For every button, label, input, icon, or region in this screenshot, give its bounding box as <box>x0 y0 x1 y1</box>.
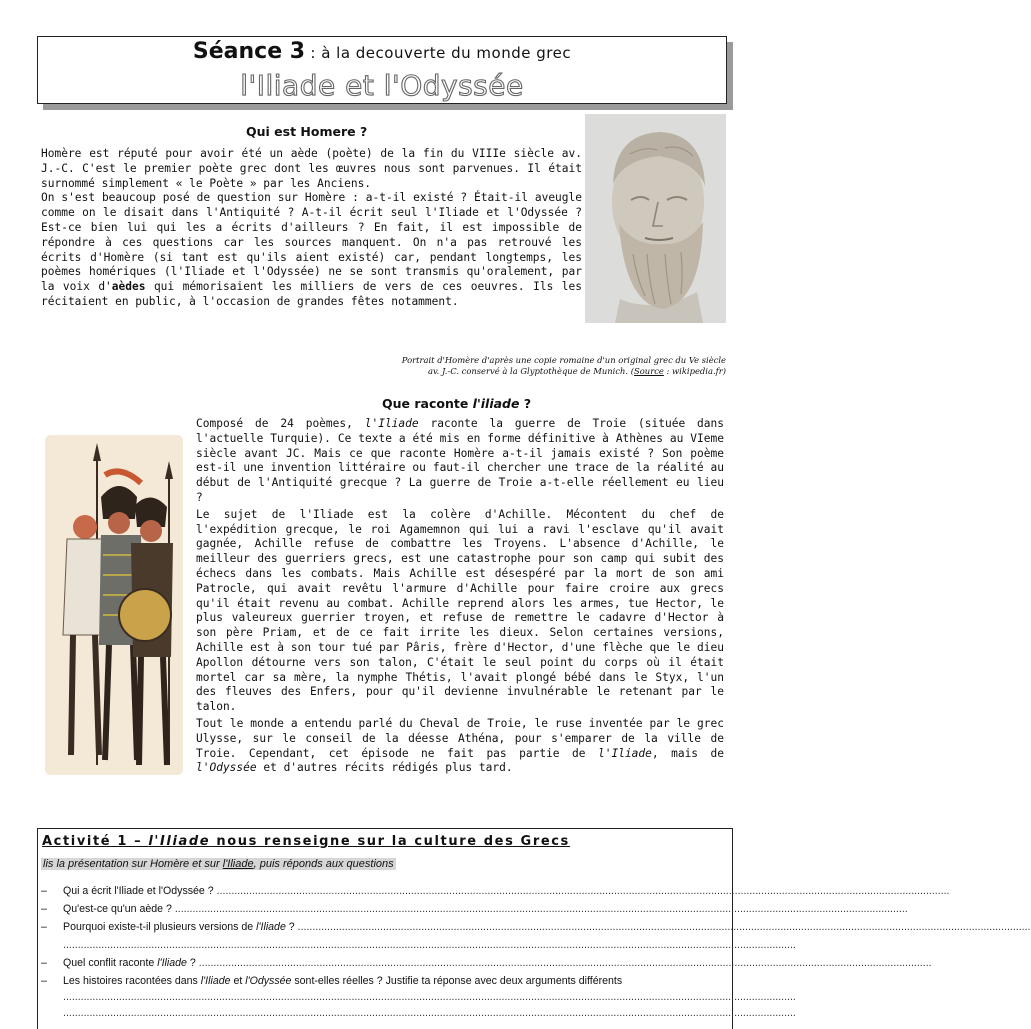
caption-line-2: av. J.-C. conservé à la Glyptothèque de Munich. (Source : wikipedia.fr) <box>427 366 726 376</box>
source-link[interactable]: Source <box>634 366 664 376</box>
image-caption <box>230 355 726 377</box>
answer-line[interactable]: ......................................................................................................................................................................................................................................................... <box>63 991 796 1003</box>
greek-warriors-image <box>45 435 183 775</box>
homer-bust-image <box>585 114 726 323</box>
activity-title: Activité 1 – l'Iliade nous renseigne sur la culture des Grecs <box>42 834 570 849</box>
question-4[interactable]: – Quel conflit raconte l'Iliade ? ......................................................................................................................................................................................................................................................... <box>41 957 932 969</box>
homer-paragraph-2: On s'est beaucoup posé de question sur Homère : a-t-il existé ? Était-il aveugle comme on le disait dans l'Antiquité ? A-t-il écrit seul l'Iliade et l'Odyssée ? Est-ce bien lui qui les a écrits d'ailleurs ? En fait, il est impossible de répondre à ces questions car les sources manquent. On n'a pas retrouvé les écrits d'Homère (si tant est qu'ils aient existé) car, pendant longtemps, les poèmes homériques (l'Iliade et l'Odyssée) ne se sont transmis qu'oralement, par la voix d'aèdes qui mémorisaient les milliers de vers de ces oeuvres. Ils les récitaient en public, à l'occasion de grandes fêtes notamment. <box>41 191 582 308</box>
homer-paragraph-1: Homère est réputé pour avoir été un aède (poète) de la fin du VIIIe siècle av. J.-C. C'est le premier poète grec dont les œuvres nous sont parvenues. Il était surnommé simplement « le Poète » par les Anciens. <box>41 147 582 190</box>
homer-text <box>41 147 582 310</box>
activity-box <box>37 828 1031 1029</box>
iliad-paragraph-2: Le sujet de l'Iliade est la colère d'Achille. Mécontent du chef de l'expédition grecque, le roi Agamemnon qui lui a ravi l'esclave qu'il avait gagnée, Achille refuse de combattre les Troyens. L'absence d'Achille, le meilleur des guerriers grecs, est une catastrophe pour son camp qui subit des échecs dans les combats. Mais Achille est désespéré par la mort de son ami Patrocle, qui avait revêtu l'armure d'Achille pour faire croire aux grecs qu'il était revenu au combat. Achille reprend alors les armes, tue Hector, le plus valeureux guerrier troyen, et refuse de remettre le cadavre d'Hector à son père Priam, et de ce fait irrite les dieux. Selon certaines versions, Achille est à son tour tué par Pâris, frère d'Hector, d'une flèche que le dieu Apollon détourne vers son talon, C'était le seul point du corps où il était mortel car sa mère, la nymphe Thétis, l'avait plongé bébé dans le Styx, l'un des fleuves des Enfers, pour qu'il devienne invulnérable le retenant par le talon. <box>196 507 724 714</box>
session-subtitle: : à la decouverte du monde grec <box>305 44 572 62</box>
answer-line[interactable]: ......................................................................................................................................................................................................................................................... <box>63 939 796 951</box>
caption-line-1: Portrait d'Homère d'après une copie romaine d'un original grec du Ve siècle <box>401 355 726 365</box>
session-number: Séance 3 <box>192 39 306 64</box>
heading-iliad-story: Que raconte l'iliade ? <box>382 396 532 411</box>
iliad-text <box>196 417 724 776</box>
title-box <box>37 36 727 104</box>
question-3[interactable]: – Pourquoi existe-t-il plusieurs versions de l'Iliade ? ......................................................................................................................................................................................................................................................... <box>41 921 1031 933</box>
question-2[interactable]: – Qu'est-ce qu'un aède ? ......................................................................................................................................................................................................................................................... <box>41 903 908 915</box>
page-title: l'Iliade et l'Odyssée <box>240 69 524 102</box>
question-1[interactable]: – Qui a écrit l'Iliade et l'Odyssée ? ......................................................................................................................................................................................................................................................... <box>41 885 950 897</box>
answer-line[interactable]: ......................................................................................................................................................................................................................................................... <box>63 1007 796 1019</box>
heading-who-is-homer: Qui est Homere ? <box>246 124 368 139</box>
title-line <box>38 39 726 64</box>
question-5[interactable]: – Les histoires racontées dans l'Iliade et l'Odyssée sont-elles réelles ? Justifie ta réponse avec deux arguments différents <box>41 975 623 987</box>
aedes-term: aèdes <box>111 280 146 294</box>
iliad-paragraph-1: Composé de 24 poèmes, l'Iliade raconte la guerre de Troie (située dans l'actuelle Turquie). Ce texte a été mis en forme définitive à Athènes au VIeme siècle avant JC. Mais ce que raconte Homère a-t-il jamais existé ? Son poème est-il une invention littéraire ou faut-il chercher une trace de la réalité au début de l'Antiquité grecque ? La guerre de Troie a-t-elle réellement eu lieu ? <box>196 417 724 504</box>
activity-instructions: lis la présentation sur Homère et sur l'Iliade, puis réponds aux questions <box>43 858 394 870</box>
iliad-paragraph-3: Tout le monde a entendu parlé du Cheval de Troie, le ruse inventée par le grec Ulysse, sur le conseil de la déesse Athéna, pour s'emparer de la ville de Troie. Cependant, cet épisode ne fait pas partie de l'Iliade, mais de l'Odyssée et d'autres récits rédigés plus tard. <box>196 716 724 775</box>
